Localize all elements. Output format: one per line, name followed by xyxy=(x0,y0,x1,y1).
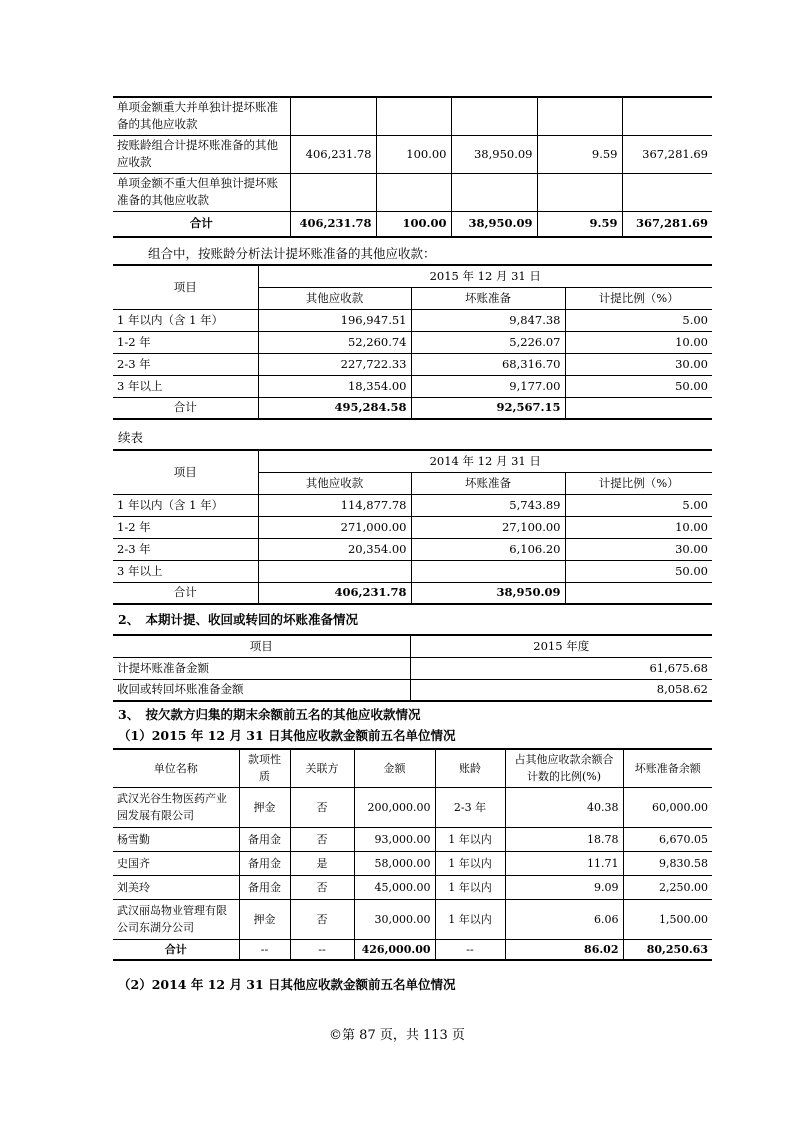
row-label: 单项金额不重大但单独计提坏账准备的其他应收款 xyxy=(113,173,290,211)
table-row: 武汉丽岛物业管理有限公司东湖分公司 押金 否 30,000.00 1 年以内 6.06 1,500.00 xyxy=(113,899,712,939)
aging-2015-table xyxy=(113,264,712,420)
table-row: 2-3 年 227,722.33 68,316.70 30.00 xyxy=(113,353,712,375)
table-total-row: 合计 406,231.78 38,950.09 xyxy=(113,582,712,604)
header-date: 2014 年 12 月 31 日 xyxy=(258,450,712,472)
aging-2014-table xyxy=(113,449,712,605)
row-label: 单项金额重大并单独计提坏账准备的其他应收款 xyxy=(113,97,290,135)
table-header-row: 项目 2015 年度 xyxy=(113,635,712,657)
header-item: 项目 xyxy=(113,265,258,309)
continued-label: 续表 xyxy=(118,430,144,445)
section-3-heading: 3、 按欠款方归集的期末余额前五名的其他应收款情况 xyxy=(118,707,421,722)
table-row: 2-3 年 20,354.00 6,106.20 30.00 xyxy=(113,538,712,560)
table-row: 刘美玲 备用金 否 45,000.00 1 年以内 9.09 2,250.00 xyxy=(113,875,712,899)
subsection-1-heading: （1）2015 年 12 月 31 日其他应收款金额前五名单位情况 xyxy=(118,728,456,743)
table-row: 3 年以上 18,354.00 9,177.00 50.00 xyxy=(113,375,712,397)
table-row: 收回或转回坏账准备金额 8,058.62 xyxy=(113,679,712,701)
table-row: 1-2 年 52,260.74 5,226.07 10.00 xyxy=(113,331,712,353)
page-footer: ©第 87 页，共 113 页 xyxy=(329,1028,465,1043)
table-header-row xyxy=(113,450,712,472)
table-total-row: 合计 406,231.78 100.00 38,950.09 9.59 367,281.69 xyxy=(113,211,712,237)
table-header-row: 单位名称 款项性质 关联方 金额 账龄 占其他应收款余额合计数的比例(%) 坏账准备余额 xyxy=(113,749,712,787)
table-header-row: 其他应收款 坏账准备 计提比例（%） xyxy=(113,287,712,309)
table-row: 计提坏账准备金额 61,675.68 xyxy=(113,657,712,679)
section-2-heading: 2、 本期计提、收回或转回的坏账准备情况 xyxy=(118,612,358,627)
row-label: 按账龄组合计提坏账准备的其他应收款 xyxy=(113,135,290,173)
table-row: 史国齐 备用金 是 58,000.00 1 年以内 11.71 9,830.58 xyxy=(113,851,712,875)
table-row: 1-2 年 271,000.00 27,100.00 10.00 xyxy=(113,516,712,538)
table-row xyxy=(113,173,712,211)
table-row xyxy=(113,97,712,135)
aging-note: 组合中，按账龄分析法计提坏账准备的其他应收款： xyxy=(148,246,436,261)
table-header-row: 其他应收款 坏账准备 计提比例（%） xyxy=(113,472,712,494)
subsection-2-heading: （2）2014 年 12 月 31 日其他应收款金额前五名单位情况 xyxy=(118,977,456,992)
table-row: 杨雪勤 备用金 否 93,000.00 1 年以内 18.78 6,670.05 xyxy=(113,827,712,851)
table-row: 1 年以内（含 1 年） 196,947.51 9,847.38 5.00 xyxy=(113,309,712,331)
table-total-row: 合计 -- -- 426,000.00 -- 86.02 80,250.63 xyxy=(113,939,712,960)
table-row: 3 年以上 50.00 xyxy=(113,560,712,582)
table-row: 按账龄组合计提坏账准备的其他应收款 406,231.78 100.00 38,950.09 9.59 367,281.69 xyxy=(113,135,712,173)
table-total-row: 合计 495,284.58 92,567.15 xyxy=(113,397,712,419)
provision-2015-table xyxy=(113,634,712,702)
top5-2015-table xyxy=(113,748,712,961)
table-row: 武汉光谷生物医药产业园发展有限公司 押金 否 200,000.00 2-3 年 40.38 60,000.00 xyxy=(113,787,712,827)
table-row: 1 年以内（含 1 年） 114,877.78 5,743.89 5.00 xyxy=(113,494,712,516)
header-date: 2015 年 12 月 31 日 xyxy=(258,265,712,287)
header-item: 项目 xyxy=(113,450,258,494)
allowance-category-table xyxy=(113,96,712,238)
table-header-row xyxy=(113,265,712,287)
